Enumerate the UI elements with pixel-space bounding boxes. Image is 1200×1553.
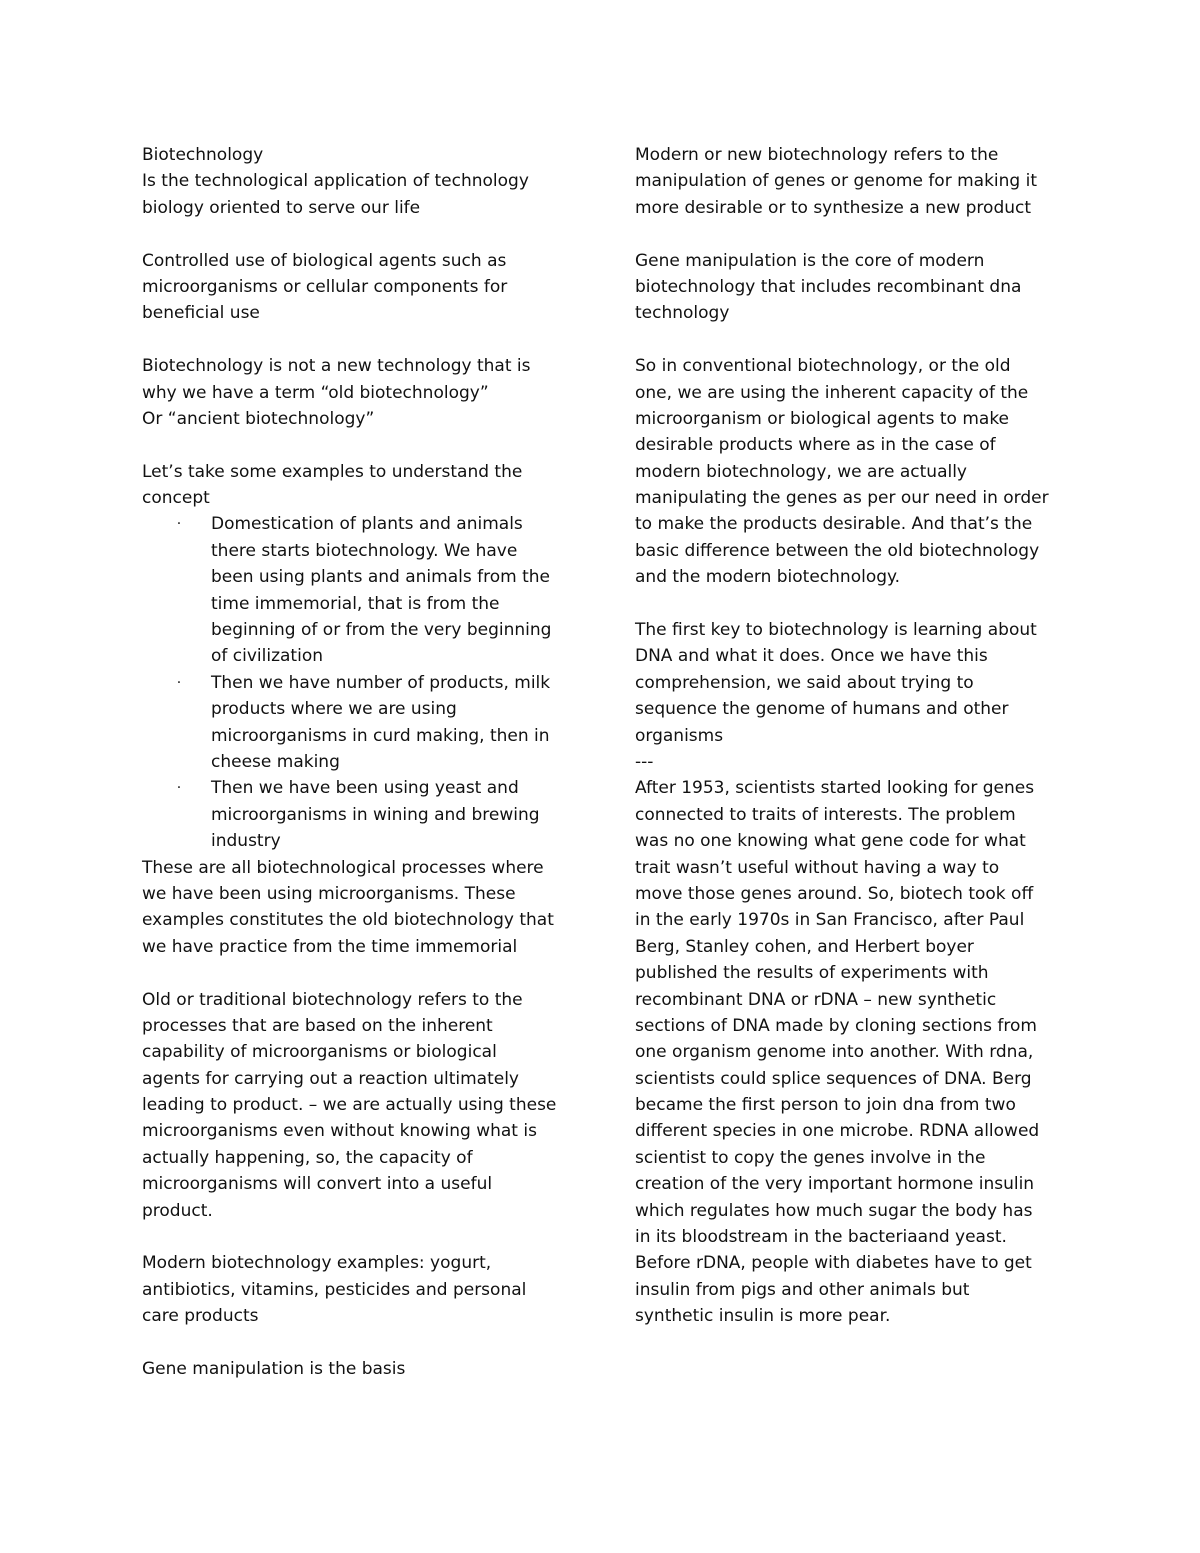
text-line: been using plants and animals from the xyxy=(211,567,550,588)
conventional-paragraph xyxy=(635,353,1075,591)
text-line: Old or traditional biotechnology refers to the xyxy=(142,989,523,1010)
text-line: trait wasn’t useful without having a way to xyxy=(635,857,1000,878)
text-line: connected to traits of interests. The problem xyxy=(635,804,1016,825)
text-line: one organism genome into another. With rdna, xyxy=(635,1042,1034,1063)
text-line: leading to product. – we are actually using these xyxy=(142,1095,557,1116)
processes-paragraph xyxy=(142,855,582,961)
paragraph-gap xyxy=(635,591,1075,617)
text-line: time immemorial, that is from the xyxy=(211,593,500,614)
text-line: capability of microorganisms or biological xyxy=(142,1042,497,1063)
bullet-icon: · xyxy=(176,516,182,533)
text-line: was no one knowing what gene code for what xyxy=(635,831,1026,852)
text-line: products where we are using xyxy=(211,699,457,720)
examples-bullet-list xyxy=(142,511,582,854)
text-line: industry xyxy=(211,831,281,852)
text-line: Controlled use of biological agents such as xyxy=(142,250,507,271)
text-line: in its bloodstream in the bacteriaand yeast. xyxy=(635,1227,1007,1248)
paragraph-gap xyxy=(635,221,1075,247)
text-line: Before rDNA, people with diabetes have to get xyxy=(635,1253,1032,1274)
text-line: in the early 1970s in San Francisco, after Paul xyxy=(635,910,1025,931)
gene-basis-paragraph xyxy=(142,1356,582,1382)
text-line: beneficial use xyxy=(142,303,260,324)
text-line: cheese making xyxy=(211,751,340,772)
text-line: and the modern biotechnology. xyxy=(635,567,901,588)
text-line: we have been using microorganisms. These xyxy=(142,883,516,904)
text-line: move those genes around. So, biotech took off xyxy=(635,883,1034,904)
text-line: more desirable or to synthesize a new product xyxy=(635,197,1032,218)
text-line: These are all biotechnological processes where xyxy=(142,857,544,878)
controlled-use-paragraph xyxy=(142,248,582,327)
bullet-item-yeast xyxy=(142,775,582,854)
text-line: which regulates how much sugar the body has xyxy=(635,1200,1033,1221)
text-line: microorganisms will convert into a useful xyxy=(142,1174,493,1195)
text-line: microorganisms even without knowing what is xyxy=(142,1121,537,1142)
separator-dashes: --- xyxy=(635,751,654,772)
text-line: Modern or new biotechnology refers to the xyxy=(635,145,999,165)
right-column xyxy=(635,142,1075,1330)
old-traditional-paragraph xyxy=(142,987,582,1225)
paragraph-gap xyxy=(142,960,582,986)
text-line: Modern biotechnology examples: yogurt, xyxy=(142,1253,492,1274)
text-line: biology oriented to serve our life xyxy=(142,197,421,218)
text-line: we have practice from the time immemorial xyxy=(142,936,518,957)
text-line: actually happening, so, the capacity of xyxy=(142,1147,473,1168)
doc-title: Biotechnology xyxy=(142,145,264,165)
text-line: modern biotechnology, we are actually xyxy=(635,461,967,482)
text-line: manipulation of genes or genome for making it xyxy=(635,171,1038,192)
paragraph-gap xyxy=(142,1224,582,1250)
text-line: biotechnology that includes recombinant dna xyxy=(635,276,1022,297)
text-line: The first key to biotechnology is learning about xyxy=(635,620,1037,641)
text-line: Then we have been using yeast and xyxy=(211,778,519,799)
text-line: product. xyxy=(142,1200,213,1221)
paragraph-gap xyxy=(142,432,582,458)
text-line: microorganisms in wining and brewing xyxy=(211,804,540,825)
text-line: After 1953, scientists started looking for genes xyxy=(635,778,1035,799)
text-line: recombinant DNA or rDNA – new synthetic xyxy=(635,989,997,1010)
text-line: Gene manipulation is the basis xyxy=(142,1358,406,1379)
bullet-icon: · xyxy=(176,674,182,691)
text-line: Then we have number of products, milk xyxy=(211,672,551,693)
text-line: sequence the genome of humans and other xyxy=(635,699,1009,720)
text-line: microorganisms in curd making, then in xyxy=(211,725,550,746)
text-line: antibiotics, vitamins, pesticides and personal xyxy=(142,1279,527,1300)
left-column xyxy=(142,142,582,1382)
text-line: Domestication of plants and animals xyxy=(211,514,523,535)
text-line: became the first person to join dna from two xyxy=(635,1095,1016,1116)
text-line: organisms xyxy=(635,725,724,746)
paragraph-gap xyxy=(142,1330,582,1356)
text-line: technology xyxy=(635,303,730,324)
text-line: there starts biotechnology. We have xyxy=(211,540,518,561)
text-line: comprehension, we said about trying to xyxy=(635,672,974,693)
text-line: Berg, Stanley cohen, and Herbert boyer xyxy=(635,936,974,957)
text-line: microorganisms or cellular components for xyxy=(142,276,508,297)
text-line: Gene manipulation is the core of modern xyxy=(635,250,985,271)
paragraph-gap xyxy=(635,327,1075,353)
paragraph-gap xyxy=(142,221,582,247)
text-line: published the results of experiments with xyxy=(635,963,989,984)
text-line: examples constitutes the old biotechnology that xyxy=(142,910,554,931)
text-line: scientist to copy the genes involve in the xyxy=(635,1147,986,1168)
text-line: microorganism or biological agents to make xyxy=(635,408,1010,429)
text-line: beginning of or from the very beginning xyxy=(211,620,552,641)
text-line: creation of the very important hormone insulin xyxy=(635,1174,1035,1195)
text-line: basic difference between the old biotechnology xyxy=(635,540,1040,561)
text-line: manipulating the genes as per our need in order xyxy=(635,488,1049,509)
text-line: care products xyxy=(142,1306,259,1327)
text-line: Or “ancient biotechnology” xyxy=(142,408,375,429)
gene-core-paragraph xyxy=(635,248,1075,327)
paragraph-gap xyxy=(142,327,582,353)
text-line: synthetic insulin is more pear. xyxy=(635,1306,891,1327)
text-line: why we have a term “old biotechnology” xyxy=(142,382,489,403)
text-line: Let’s take some examples to understand the xyxy=(142,461,523,482)
text-line: processes that are based on the inherent xyxy=(142,1015,493,1036)
bullet-icon: · xyxy=(176,780,182,797)
text-line: insulin from pigs and other animals but xyxy=(635,1279,970,1300)
examples-intro-paragraph xyxy=(142,459,582,512)
text-line: Biotechnology is not a new technology that is xyxy=(142,356,531,377)
text-line: of civilization xyxy=(211,646,323,667)
bullet-item-domestication xyxy=(142,511,582,669)
not-new-paragraph xyxy=(142,353,582,432)
modern-examples-paragraph xyxy=(142,1250,582,1329)
text-line: to make the products desirable. And that’s the xyxy=(635,514,1033,535)
text-line: sections of DNA made by cloning sections from xyxy=(635,1015,1037,1036)
bullet-item-milk-products xyxy=(142,670,582,776)
text-line: scientists could splice sequences of DNA. Berg xyxy=(635,1068,1032,1089)
text-line: desirable products where as in the case of xyxy=(635,435,996,456)
text-line: agents for carrying out a reaction ultimately xyxy=(142,1068,519,1089)
first-key-paragraph xyxy=(635,617,1075,1330)
text-line: DNA and what it does. Once we have this xyxy=(635,646,988,667)
text-line: one, we are using the inherent capacity of the xyxy=(635,382,1029,403)
text-line: concept xyxy=(142,488,210,509)
modern-definition-paragraph xyxy=(635,142,1075,221)
text-line: Is the technological application of technology xyxy=(142,171,529,192)
text-line: So in conventional biotechnology, or the old xyxy=(635,356,1011,377)
text-line: different species in one microbe. RDNA allowed xyxy=(635,1121,1040,1142)
intro-paragraph xyxy=(142,142,582,221)
